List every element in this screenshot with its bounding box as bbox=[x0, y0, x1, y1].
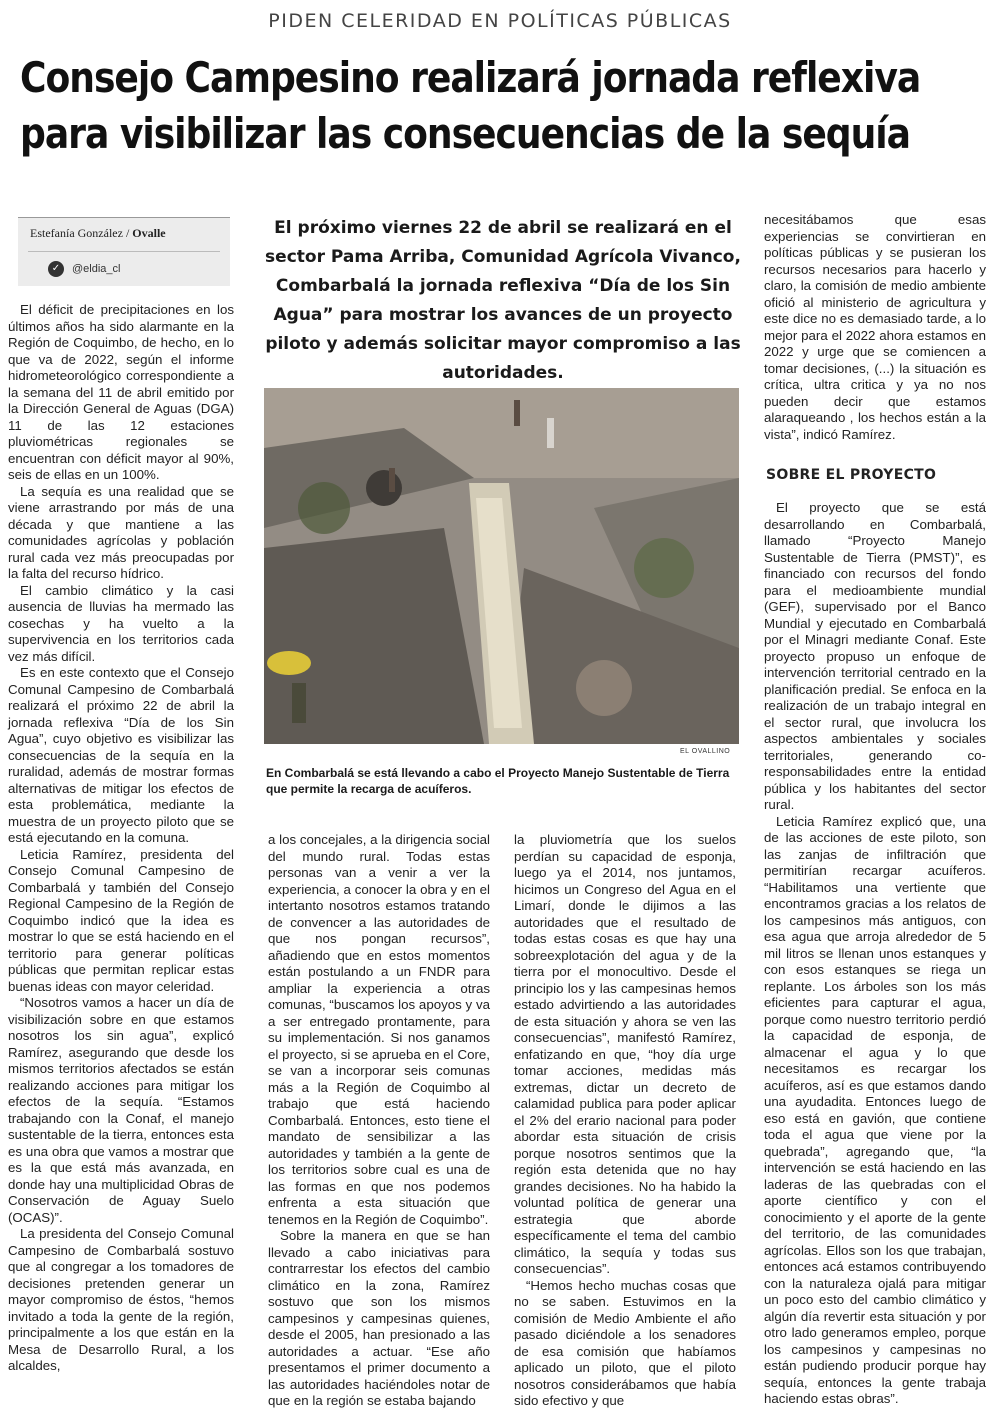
paragraph: necesitábamos que esas experiencias se convirtieran en políticas públicas y se pusieran los recursos necesarios para hacerlo y claro, la comisión de medio ambiente ofició al ministerio de agricultura y este dice no es demasiado tarde, a lo mejor para el 2022 ahora estamos en 2022 y urge que se comiencen a tomar decisiones, (...) la situación es crítica, ultra critica y ya no nos pueden decir que estamos alaraqueando , los hechos están a la vista”, indicó Ramírez. bbox=[764, 212, 986, 442]
paragraph: a los concejales, a la dirigencia social del mundo rural. Todas estas personas van a venir a ver la experiencia, a conocer la obra y en el intertanto nosotros estamos tratando de convencer a las autoridades de que nos pongan recursos”, añadiendo que en estos momentos están postulando a un FNDR para ampliar la experiencia a otras comunas, “buscamos los apoyos y va a ser entregado prontamente, para su implementación. Si nos ganamos el proyecto, si se aprueba en el Core, se van a incorporar seis comunas más a la Región de Coquimbo al trabajo que está haciendo Combarbalá. Entonces, esto tiene el mandato de sensibilizar a las autoridades y también a la gente de los territorios sobre cual es una de las formas en que nos podemos enfrenta a esta situación que tenemos en la Región de Coquimbo”. bbox=[268, 832, 490, 1227]
paragraph: Leticia Ramírez explicó que, una de las acciones de este piloto, son las zanjas de infiltración que permitirían recargar acuíferos. “Habilitamos una vertiente que encontramos gracias a los relatos de los campesinos más antiguos, con esa agua que arroja alrededor de 5 mil litros se llenan unos estanques y con esos estanques se riega un replante. Los árboles son los más eficientes para capturar el agua, porque como nuestro territorio perdió la capacidad de esponja, de almacenar el agua y lo que necesitamos es recargar los acuíferos, así es que estamos dando una ayudadita. Entonces luego de eso está en gavión, que contiene toda el agua que viene por la quebrada”, agregando que, “la intervención se está haciendo en las laderas de las quebradas con el aporte científico y con el conocimiento y el aporte de la gente del territorio, de las comunidades agrícolas. Ellos son los que trabajan, entonces acá estamos contribuyendo con la naturaleza ojalá para mitigar un poco esto del cambio climático y algún día revertir esta situación y por otro lado generamos empleo, porque los campesinos y campesinas no están pudiendo producir porque hay sequía, entonces la gente trabaja haciendo estas obras”. bbox=[764, 813, 986, 1406]
paragraph: “Nosotros vamos a hacer un día de visibilización sobre en que estamos nosotros los sin agua”, explicó Ramírez, asegurando que desde los mismos territorios afectados se están realizando acciones para mitigar los efectos de la sequía. “Estamos trabajando con la Conaf, el manejo sustentable de la tierra, entonces esta es una obra que vamos a mostrar que es la que está más avanzada, en donde hay una multiplicidad Obras de Conservación de Aguay Suelo (OCAS)”. bbox=[8, 995, 234, 1225]
photo-caption: En Combarbalá se está llevando a cabo el Proyecto Manejo Sustentable de Tierra que permite la recarga de acuíferos. bbox=[266, 766, 730, 796]
lead-paragraph: El próximo viernes 22 de abril se realizará en el sector Pama Arriba, Comunidad Agrícola Vivanco, Combarbalá la jornada reflexiva “Día de los Sin Agua” para mostrar los avances de un proyecto piloto y además solicitar mayor compromiso a las autoridades. bbox=[265, 218, 741, 383]
paragraph: La sequía es una realidad que se viene arrastrando por más de una década y que mantiene a las comunidades agrícolas y población rural cada vez más preocupadas por la falta del recurso hídrico. bbox=[8, 483, 234, 581]
paragraph: Leticia Ramírez, presidenta del Consejo Comunal Campesino de Combarbalá y también del Consejo Regional Campesino de la Región de Coquimbo indicó que la idea es mostrar lo que se está haciendo en el territorio para generar políticas públicas que permitan replicar estas buenas ideas con mayor celeridad. bbox=[8, 846, 234, 994]
paragraph: El cambio climático y la casi ausencia de lluvias ha mermado las cosechas y ha vuelto a la supervivencia en los territorios cada vez más difícil. bbox=[8, 582, 234, 664]
kicker: PIDEN CELERIDAD EN POLÍTICAS PÚBLICAS bbox=[268, 10, 732, 32]
article-column-4-top bbox=[764, 212, 986, 443]
article-column-1 bbox=[8, 302, 234, 1375]
article-column-3 bbox=[514, 832, 736, 1410]
paragraph: Sobre la manera en que se han llevado a cabo iniciativas para contrarrestar los efectos del cambio climático en la zona, Ramírez sostuvo que son los mismos campesinos y campesinas quienes, desde el 2005, han presionado a las autoridades a actuar. “Ese año presentamos el primer documento a las autoridades haciéndoles notar de que en la región se estaba bajando bbox=[268, 1228, 490, 1408]
headline-line-2: para visibilizar las consecuencias de la sequía bbox=[20, 109, 911, 158]
headline bbox=[20, 50, 921, 162]
headline-line-1: Consejo Campesino realizará jornada reflexiva bbox=[20, 53, 921, 102]
paragraph: La presidenta del Consejo Comunal Campesino de Combarbalá sostuvo que al congregar a los tomadores de decisiones pretenden generar un mayor compromiso de éstos, “hemos invitado a toda la gente de la región, principalmente a los que están en la Mesa de Desarrollo Rural, a los alcaldes, bbox=[8, 1226, 234, 1373]
photo-illustration bbox=[264, 388, 739, 744]
section-heading: SOBRE EL PROYECTO bbox=[766, 467, 937, 483]
byline-location: Ovalle bbox=[132, 226, 166, 240]
paragraph: Es en este contexto que el Consejo Comunal Campesino de Combarbalá realizará el próximo 22 de abril la jornada reflexiva “Día de los Sin Agua”, cuyo objetivo es visibilizar las consecuencias de la sequía en la ruralidad, además de mostrar formas alternativas de mitigar los efectos de esta problemática, mediante la muestra de un proyecto piloto que se está ejecutando en la comuna. bbox=[8, 665, 234, 845]
article-photo bbox=[264, 388, 739, 744]
article-column-2 bbox=[268, 832, 490, 1410]
byline-divider bbox=[28, 251, 220, 252]
paragraph: “Hemos hecho muchas cosas que no se saben. Estuvimos en la comisión de Medio Ambiente el año pasado diciéndole a los senadores de esa comisión que habíamos aplicado un piloto, que el piloto nosotros considerábamos que había sido efectivo y que bbox=[514, 1277, 736, 1408]
article-column-4-bottom bbox=[764, 500, 986, 1408]
author-name: Estefanía González bbox=[30, 226, 123, 240]
twitter-handle[interactable]: @eldia_cl bbox=[72, 263, 121, 275]
paragraph: El proyecto que se está desarrollando en Combarbalá, llamado “Proyecto Manejo Sustentable de Tierra (PMST)”, es financiado con recursos del fondo para el medioambiente mundial (GEF), supervisado por el Banco Mundial y ejecutado en Combarbalá por el Minagri mediante Conaf. Este proyecto propuso un enfoque de intervención territorial centrado en la planificación predial. Se enfoca en la realización de un trabajo integral en el sector rural, que involucra los aspectos ambientales y sociales territoriales, generando co-responsabilidades entre la entidad pública y los habitantes del sector rural. bbox=[764, 500, 986, 812]
byline-author-line bbox=[30, 226, 166, 241]
paragraph: El déficit de precipitaciones en los últimos años ha sido alarmante en la Región de Coquimbo, de hecho, en lo que va de 2022, según el informe hidrometeorológico correspondiente a la semana del 11 de abril emitido por la Dirección General de Aguas (DGA) 11 de las 12 estaciones pluviométricas regionales se encuentran con déficit mayor al 90%, seis de ellas en un 100%. bbox=[8, 302, 234, 482]
byline-separator: / bbox=[122, 226, 133, 240]
byline-box bbox=[18, 217, 230, 286]
paragraph: la pluviometría que los suelos perdían su capacidad de esponja, luego ya el 2014, nos juntamos, hicimos un Congreso del Agua en el Limarí, donde le dijimos a las autoridades que el resultado de todas estas cosas es que hay una sobreexplotación del agua y de la tierra por el monocultivo. Desde el principio los y las campesinas hemos estado advirtiendo a las autoridades de esta situación y ahora se ven las consecuencias”, manifestó Ramírez, enfatizando en que, “hoy día urge tomar acciones, medidas más extremas, dictar un decreto de calamidad publica para poder aplicar el 2% del erario nacional para poder abordar esta situación de crisis porque nosotros sentimos que la región esta detenida que no hay grandes decisiones. No ha habido la voluntad política de generar una estrategia que aborde específicamente el tema del cambio climático, la sequía y todas sus consecuencias”. bbox=[514, 832, 736, 1276]
photo-credit: EL OVALLINO bbox=[680, 748, 731, 755]
twitter-icon: ✓ bbox=[48, 261, 64, 277]
